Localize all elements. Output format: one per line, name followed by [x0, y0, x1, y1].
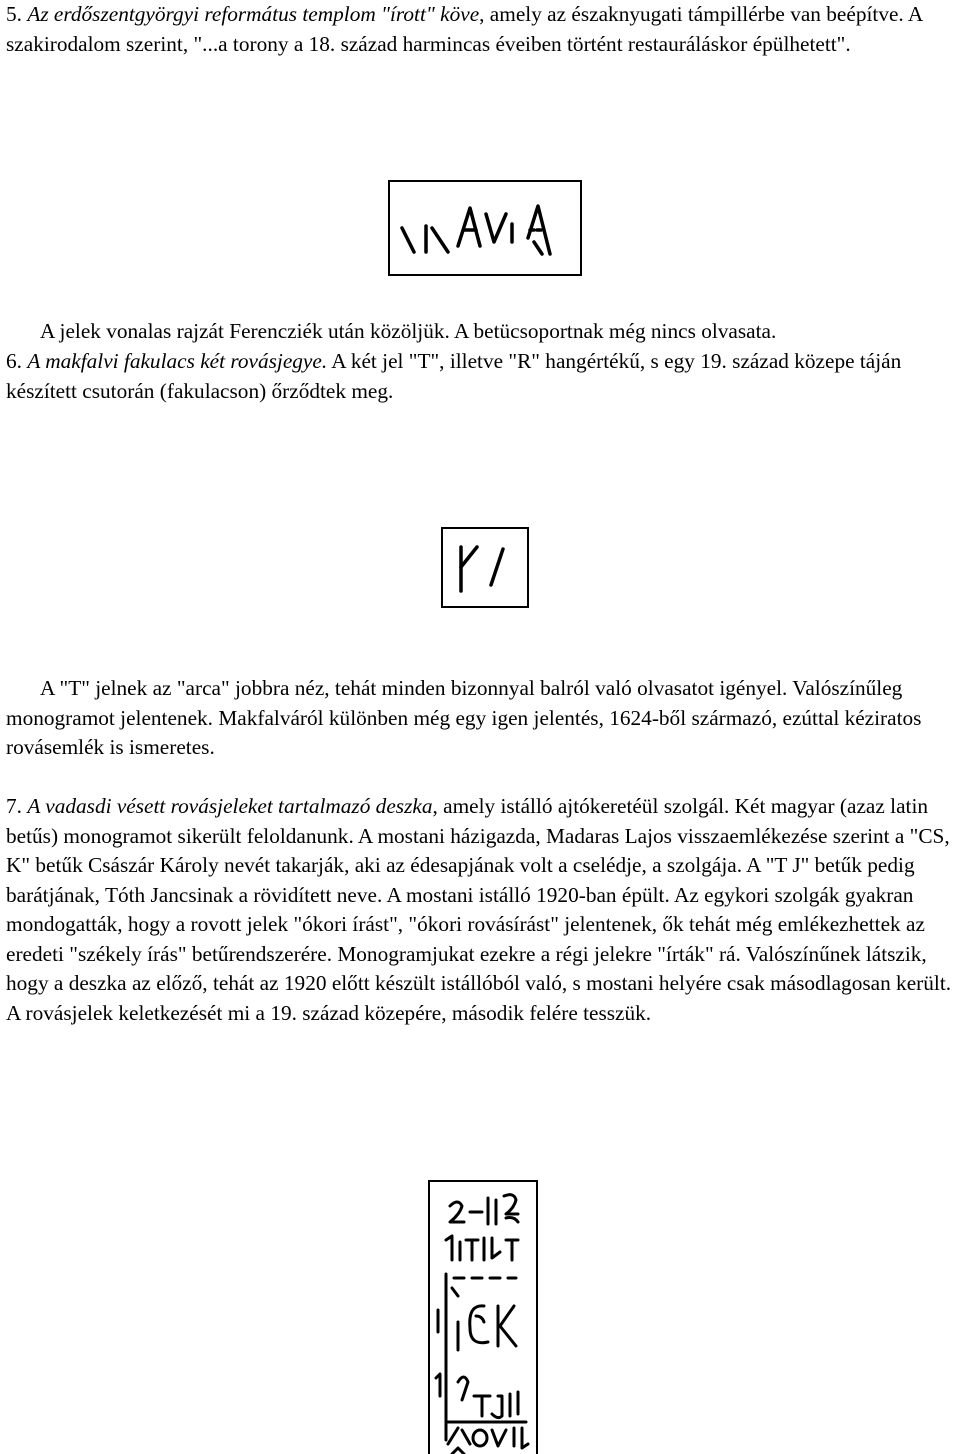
- figure-1-caption: A jelek vonalas rajzát Ferencziék után közöljük. A betücsoportnak még nincs olvasata.: [40, 319, 777, 343]
- section-7-title: A vadasdi vésett rovásjeleket tartalmazó deszka: [27, 794, 433, 818]
- stone-inscription-figure: [388, 180, 582, 276]
- section-6-number: 6.: [6, 349, 22, 373]
- section-7-paragraph: [6, 792, 956, 1028]
- section-6-text: A két jel "T", illetve "R" hangértékű, s egy 19. század közepe táján készített csutorán (fakulacson) őrződtek meg.: [6, 349, 902, 403]
- section-6-title: A makfalvi fakulacs két rovásjegye.: [27, 349, 328, 373]
- rovas-inscription-drawing: [390, 182, 580, 274]
- plank-signs-drawing: [430, 1182, 536, 1454]
- section-7-text: , amely istálló ajtókeretéül szolgál. Két magyar (azaz latin betűs) monogramot sikerült feloldanunk. A mostani házigazda, Madaras Lajos visszaemlékezése szerint a "CS, K" betűk Császár Károly nevét takarják, aki az édesapjának volt a cselédje, a szolgája. A "T J" betűk pedig barátjának, Tóth Jancsinak a rövidített neve. A mostani istálló 1920-ban épült. Az egykori szolgák gyakran mondogatták, hogy a rovott jelek "ókori írást", "ókori rovásírást" jelentenek, ők tehát még emlékezhettek az eredeti "székely írás" betűrendszerére. Monogramjukat ezekre a régi jelekre "írták" rá. Valószínűnek látszik, hogy a deszka az előző, tehát az 1920 előtt készült istállóból való, s mostani helyére csak másodlagosan került. A rovásjelek keletkezését mi a 19. század közepére, második felére tesszük.: [6, 794, 952, 1025]
- section-5-title: Az erdőszentgyörgyi református templom "írott" köve: [27, 2, 480, 26]
- plank-carved-signs-figure: [428, 1180, 538, 1454]
- section-5-paragraph: [6, 0, 956, 59]
- section-5-text-line1: , amely az északnyugati támpillérbe: [479, 2, 785, 26]
- flask-signs-figure: [441, 527, 529, 608]
- two-rune-signs-drawing: [443, 529, 527, 606]
- section-5-text: van beépítve. A szakirodalom szerint, "...a torony a 18. század harmincas éveiben történt restauráláskor épülhetett".: [6, 2, 923, 56]
- section-7-number: 7.: [6, 794, 22, 818]
- section-5-number: 5.: [6, 2, 22, 26]
- section-6-paragraph: [6, 347, 956, 406]
- section-6-after-figure: A "T" jelnek az "arca" jobbra néz, tehát minden bizonnyal balról való olvasatot igényel. Valószínűleg monogramot jelentenek. Makfalváról különben még egy igen jelentés, 1624-ből származó, ezúttal kéziratos rovásemlék is ismeretes.: [6, 676, 922, 759]
